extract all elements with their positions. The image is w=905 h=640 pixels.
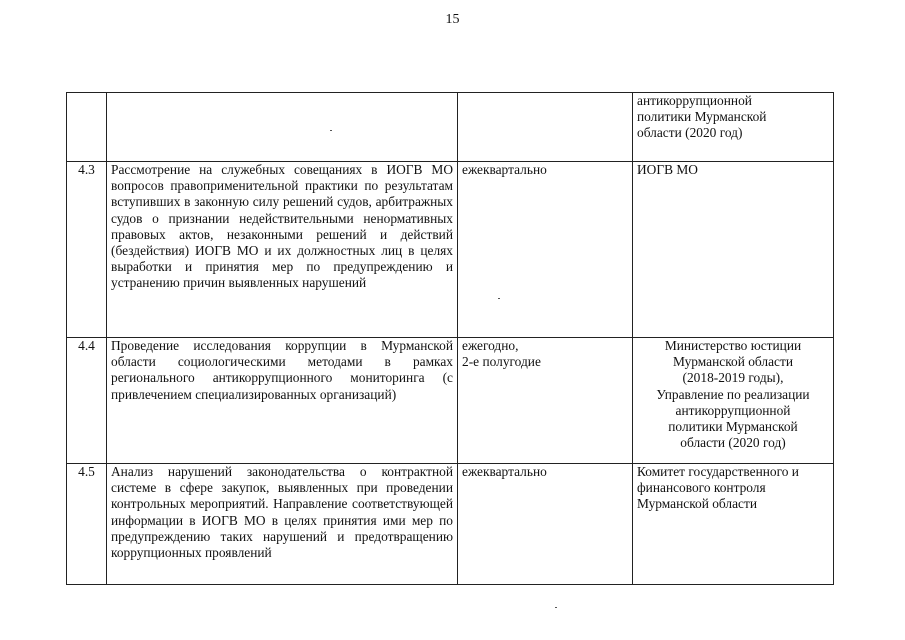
table-row bbox=[67, 93, 834, 162]
table-row bbox=[67, 464, 834, 585]
term-cell bbox=[458, 338, 633, 464]
term-cell bbox=[458, 162, 633, 338]
responsible-cell bbox=[633, 93, 834, 162]
item-number-cell: 4.4 bbox=[67, 338, 107, 464]
term-text: ежеквартально bbox=[462, 162, 547, 177]
responsible-cell bbox=[633, 464, 834, 585]
description-cell: Рассмотрение на служебных совещаниях в ИОГВ МО вопросов правоприменительной практики по результатам вступивших в законную силу решений судов, арбитражных судов о признании недействительными ненормативных правовых актов, незаконными решений и действий (бездействия) ИОГВ МО и их должностных лиц в целях выработки и принятия мер по предупреждению и устранению причин выявленных нарушений bbox=[107, 162, 458, 338]
term-cell bbox=[458, 93, 633, 162]
term-text: ежеквартально bbox=[462, 464, 547, 479]
responsible-text: Комитет государственного и финансового контроля Мурманской области bbox=[637, 464, 799, 512]
responsible-cell bbox=[633, 162, 834, 338]
scan-speck bbox=[330, 130, 332, 131]
description-cell: Анализ нарушений законодательства о контрактной системе в сфере закупок, выявленных при проведении контрольных мероприятий. Направление соответствующей информации в ИОГВ МО в целях принятия ими мер по предупреждению таких нарушений и предотвращению коррупционных проявлений bbox=[107, 464, 458, 585]
table-row bbox=[67, 162, 834, 338]
measures-table bbox=[66, 92, 834, 585]
term-text: ежегодно, 2-е полугодие bbox=[462, 338, 541, 370]
responsible-text: антикоррупционной политики Мурманской области (2020 год) bbox=[637, 93, 767, 141]
table-row bbox=[67, 338, 834, 464]
term-cell bbox=[458, 464, 633, 585]
responsible-text: ИОГВ МО bbox=[637, 162, 698, 177]
description-cell: Проведение исследования коррупции в Мурманской области социологическими методами в рамках регионального антикоррупционного мониторинга (с привлечением специализированных организаций) bbox=[107, 338, 458, 464]
item-number-cell: 4.5 bbox=[67, 464, 107, 585]
description-cell bbox=[107, 93, 458, 162]
responsible-cell bbox=[633, 338, 834, 464]
responsible-text: Министерство юстиции Мурманской области (2018-2019 годы), Управление по реализации антикоррупционной политики Мурманской области (2020 год) bbox=[656, 338, 810, 451]
page-number: 15 bbox=[445, 12, 460, 27]
scan-speck bbox=[498, 298, 500, 299]
scan-speck bbox=[555, 607, 557, 608]
item-number-cell: 4.3 bbox=[67, 162, 107, 338]
item-number-cell bbox=[67, 93, 107, 162]
